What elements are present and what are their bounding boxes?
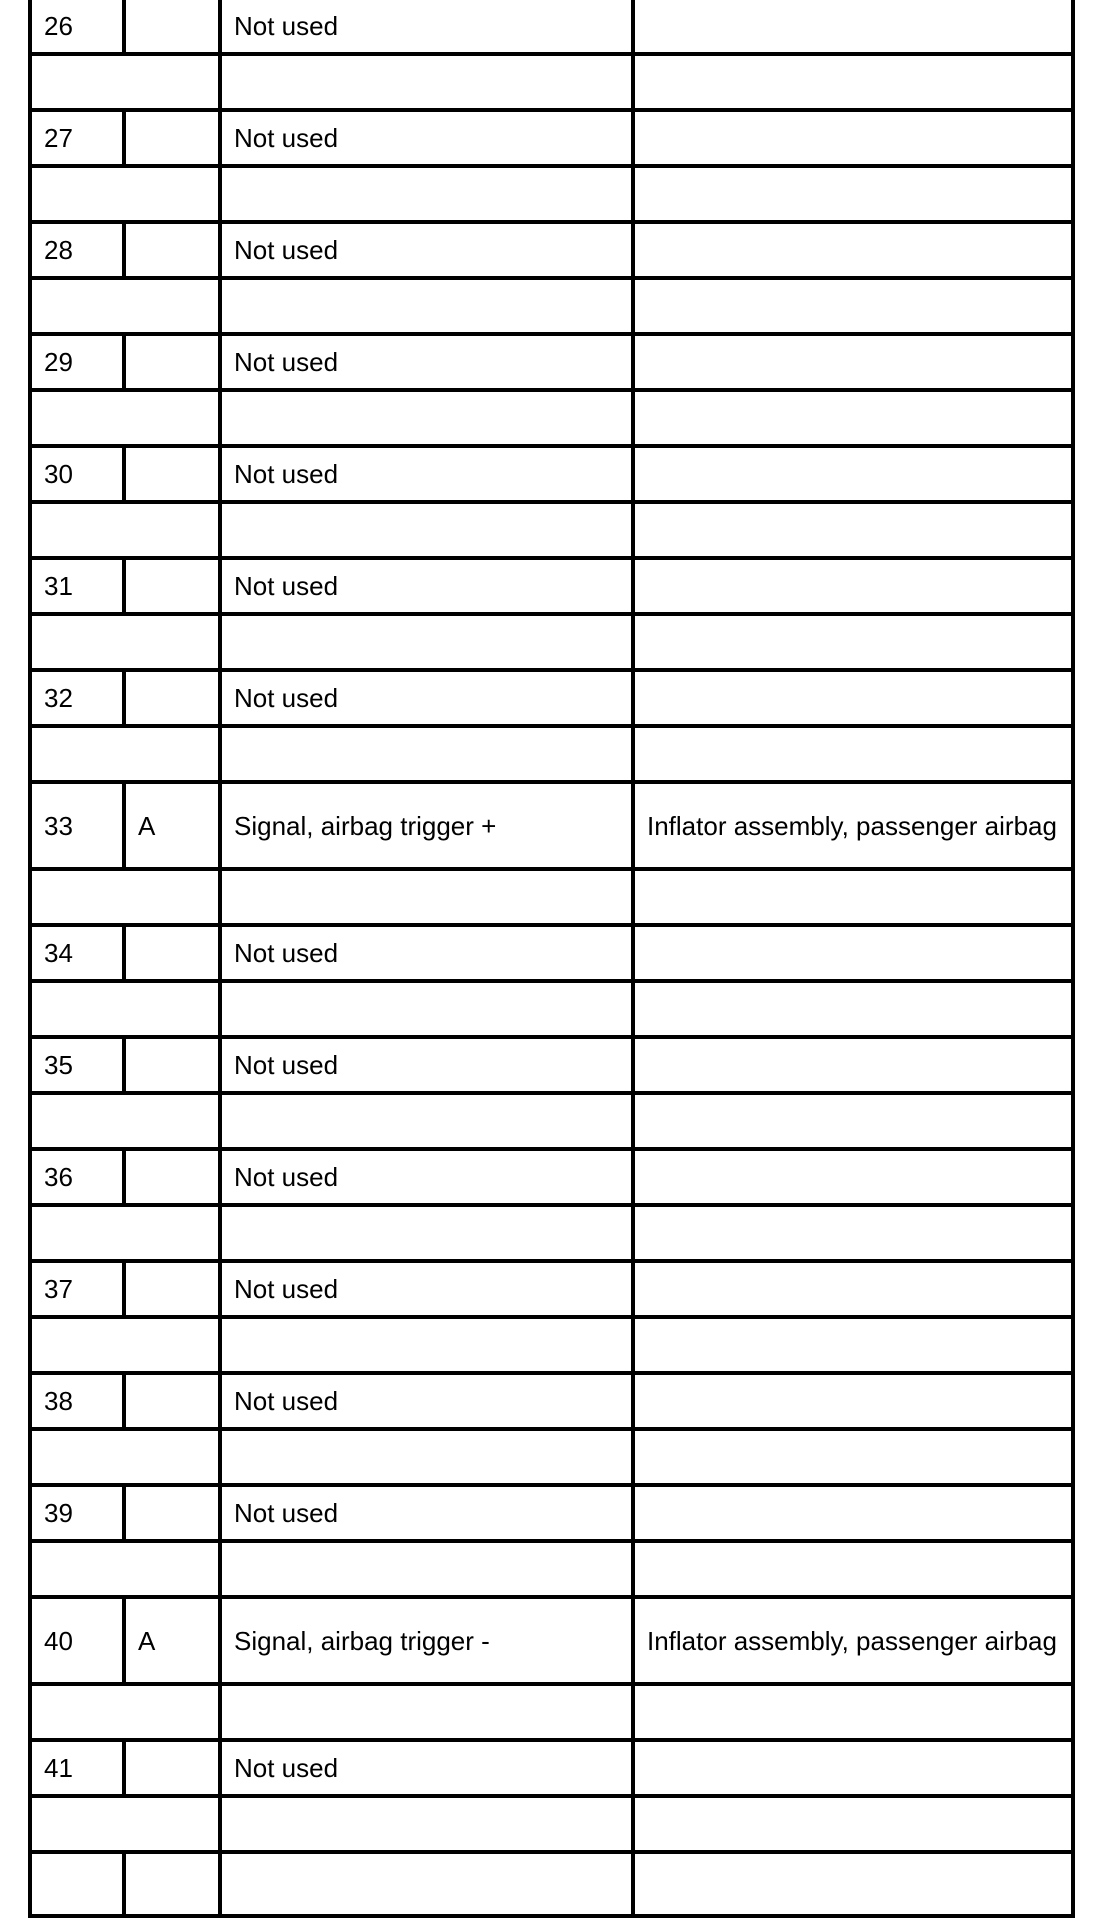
component (633, 1261, 1073, 1317)
spacer-row (30, 1317, 1073, 1373)
wire-code-cell (124, 0, 220, 54)
table-row (30, 1740, 1073, 1796)
table-row (30, 222, 1073, 278)
pin-number-cell: 38 (30, 1373, 124, 1429)
spacer-row (30, 278, 1073, 334)
component (633, 1740, 1073, 1796)
spacer-row (30, 614, 1073, 670)
empty-cell (30, 502, 220, 558)
empty-cell (30, 1429, 220, 1485)
empty-cell (30, 1684, 220, 1740)
table-row (30, 670, 1073, 726)
empty-cell (633, 1317, 1073, 1373)
pin-number-cell: 30 (30, 446, 124, 502)
wire-code-cell: A (124, 1597, 220, 1684)
signal-description-cell: Not used (220, 1740, 633, 1796)
empty-cell (633, 502, 1073, 558)
pin-number-cell: 26 (30, 0, 124, 54)
table-row (30, 446, 1073, 502)
empty-cell (30, 1205, 220, 1261)
empty-cell (30, 1796, 220, 1852)
wire-code-cell (124, 1149, 220, 1205)
empty-cell (220, 1541, 633, 1597)
empty-cell (633, 1541, 1073, 1597)
empty-cell (633, 869, 1073, 925)
wire-code-cell (124, 334, 220, 390)
component (633, 1149, 1073, 1205)
empty-cell (633, 278, 1073, 334)
signal-description-cell: Not used (220, 1149, 633, 1205)
table-row (30, 1373, 1073, 1429)
empty-cell (633, 1205, 1073, 1261)
signal-description-cell: Not used (220, 446, 633, 502)
empty-cell (633, 1796, 1073, 1852)
empty-cell (220, 1205, 633, 1261)
empty-cell (633, 390, 1073, 446)
table-row (30, 1597, 1073, 1684)
empty-cell (30, 981, 220, 1037)
table-row (30, 110, 1073, 166)
spacer-row (30, 1796, 1073, 1852)
spacer-row (30, 502, 1073, 558)
component (633, 110, 1073, 166)
table-row (30, 1037, 1073, 1093)
component (633, 925, 1073, 981)
table-row (30, 1261, 1073, 1317)
pin-number-cell: 32 (30, 670, 124, 726)
spacer-row (30, 869, 1073, 925)
spacer-row (30, 726, 1073, 782)
empty-cell (30, 869, 220, 925)
spacer-row (30, 1093, 1073, 1149)
table-row (30, 0, 1073, 54)
signal-description-cell (220, 1852, 633, 1916)
signal-description-cell: Not used (220, 925, 633, 981)
empty-cell (220, 1093, 633, 1149)
empty-cell (633, 1429, 1073, 1485)
pin-number-cell: 37 (30, 1261, 124, 1317)
pin-number-cell (30, 1852, 124, 1916)
spacer-row (30, 1429, 1073, 1485)
spacer-row (30, 390, 1073, 446)
wire-code-cell (124, 1037, 220, 1093)
empty-cell (633, 54, 1073, 110)
wire-code-cell: A (124, 782, 220, 869)
signal-description-cell: Not used (220, 1261, 633, 1317)
empty-cell (633, 614, 1073, 670)
empty-cell (220, 726, 633, 782)
spacer-row (30, 1541, 1073, 1597)
empty-cell (220, 166, 633, 222)
wire-code-cell (124, 558, 220, 614)
wire-code-cell (124, 925, 220, 981)
table-row (30, 558, 1073, 614)
spacer-row (30, 54, 1073, 110)
signal-description-cell: Signal, airbag trigger - (220, 1597, 633, 1684)
wire-code-cell (124, 1740, 220, 1796)
component (633, 1485, 1073, 1541)
component (633, 222, 1073, 278)
empty-cell (220, 614, 633, 670)
empty-cell (220, 1429, 633, 1485)
empty-cell (30, 1317, 220, 1373)
pin-number-cell: 27 (30, 110, 124, 166)
signal-description-cell: Not used (220, 558, 633, 614)
empty-cell (633, 1684, 1073, 1740)
component (633, 446, 1073, 502)
empty-cell (633, 726, 1073, 782)
spacer-row (30, 1205, 1073, 1261)
component (633, 670, 1073, 726)
pin-number-cell: 33 (30, 782, 124, 869)
empty-cell (30, 166, 220, 222)
signal-description-cell: Not used (220, 222, 633, 278)
empty-cell (220, 1317, 633, 1373)
empty-cell (30, 726, 220, 782)
table-row (30, 1485, 1073, 1541)
empty-cell (220, 869, 633, 925)
table-row (30, 782, 1073, 869)
empty-cell (30, 278, 220, 334)
pin-number-cell: 31 (30, 558, 124, 614)
signal-description-cell: Not used (220, 1037, 633, 1093)
empty-cell (30, 54, 220, 110)
signal-description-cell: Signal, airbag trigger + (220, 782, 633, 869)
wire-code-cell (124, 1852, 220, 1916)
wire-code-cell (124, 110, 220, 166)
pin-number-cell: 40 (30, 1597, 124, 1684)
empty-cell (30, 1541, 220, 1597)
pin-number-cell: 36 (30, 1149, 124, 1205)
table-body (30, 0, 1073, 1916)
empty-cell (30, 1093, 220, 1149)
signal-description-cell: Not used (220, 670, 633, 726)
spacer-row (30, 166, 1073, 222)
table-row (30, 334, 1073, 390)
pin-number-cell: 28 (30, 222, 124, 278)
component (633, 1037, 1073, 1093)
wire-code-cell (124, 1261, 220, 1317)
signal-description-cell: Not used (220, 1485, 633, 1541)
component (633, 558, 1073, 614)
wire-code-cell (124, 1485, 220, 1541)
signal-description-cell: Not used (220, 0, 633, 54)
empty-cell (30, 614, 220, 670)
wire-code-cell (124, 446, 220, 502)
spacer-row (30, 1684, 1073, 1740)
component (633, 0, 1073, 54)
table-row (30, 1149, 1073, 1205)
wire-code-cell (124, 1373, 220, 1429)
table-row (30, 925, 1073, 981)
pin-assignment-table (28, 0, 1075, 1918)
component: Inflator assembly, passenger airbag (633, 1597, 1073, 1684)
signal-description-cell: Not used (220, 1373, 633, 1429)
empty-cell (633, 1093, 1073, 1149)
empty-cell (30, 390, 220, 446)
component (633, 1852, 1073, 1916)
pin-number-cell: 35 (30, 1037, 124, 1093)
pin-number-cell: 34 (30, 925, 124, 981)
empty-cell (220, 390, 633, 446)
empty-cell (220, 502, 633, 558)
pin-number-cell: 41 (30, 1740, 124, 1796)
signal-description-cell: Not used (220, 334, 633, 390)
component (633, 1373, 1073, 1429)
table-row (30, 1852, 1073, 1916)
component (633, 334, 1073, 390)
pin-number-cell: 29 (30, 334, 124, 390)
empty-cell (220, 981, 633, 1037)
empty-cell (633, 981, 1073, 1037)
empty-cell (220, 1796, 633, 1852)
wire-code-cell (124, 222, 220, 278)
spacer-row (30, 981, 1073, 1037)
empty-cell (633, 166, 1073, 222)
empty-cell (220, 1684, 633, 1740)
empty-cell (220, 278, 633, 334)
component: Inflator assembly, passenger airbag (633, 782, 1073, 869)
empty-cell (220, 54, 633, 110)
pin-number-cell: 39 (30, 1485, 124, 1541)
signal-description-cell: Not used (220, 110, 633, 166)
wire-code-cell (124, 670, 220, 726)
